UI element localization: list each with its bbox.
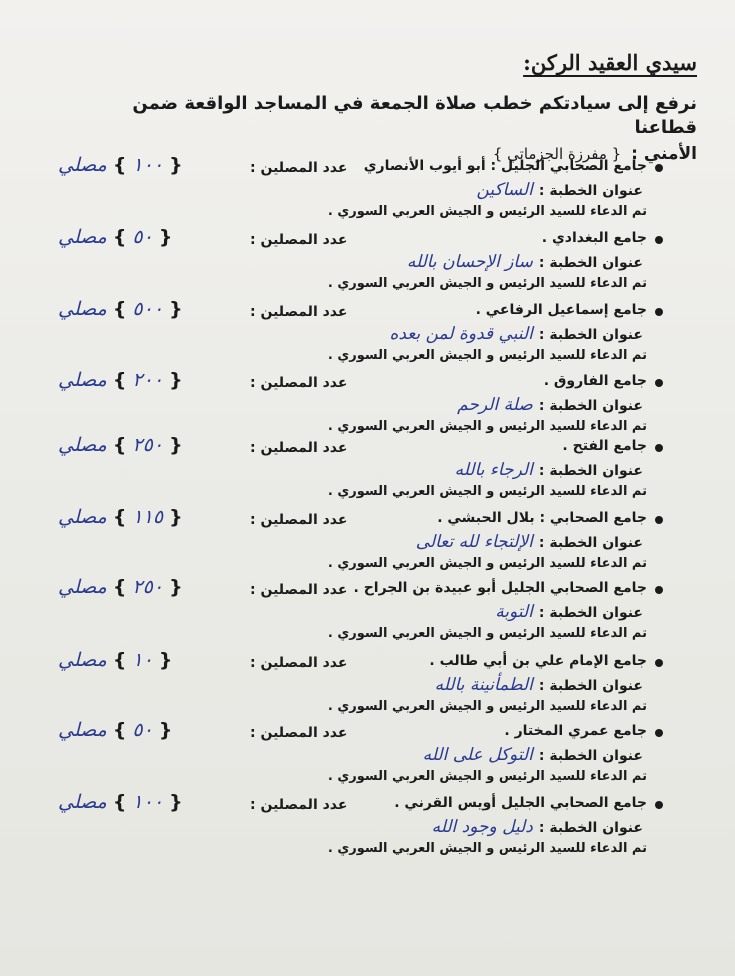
khutba-label: عنوان الخطبة :: [538, 820, 643, 836]
dua-statement: تم الدعاء للسيد الرئيس و الجيش العربي السوري .: [327, 204, 647, 219]
worshippers-count: { ٥٠٠ } مصلي: [58, 298, 183, 320]
bullet-icon: [655, 801, 663, 809]
khutba-label: عنوان الخطبة :: [538, 463, 643, 479]
worshippers-count-label: عدد المصلين :: [250, 582, 348, 598]
worshippers-count-label: عدد المصلين :: [250, 440, 348, 456]
khutba-row: [435, 675, 643, 695]
count-value: ١١٥: [132, 506, 164, 528]
letter-intro: [97, 92, 697, 166]
intro-line-1: نرفع إلى سيادتكم خطب صلاة الجمعة في المساجد الواقعة ضمن قطاعنا: [132, 93, 697, 139]
dua-statement: تم الدعاء للسيد الرئيس و الجيش العربي السوري .: [327, 484, 647, 499]
mosque-name: جامع الصحابي الجليل أبو عبيدة بن الجراح .: [353, 580, 647, 596]
mosque-name: جامع الإمام علي بن أبي طالب .: [429, 653, 647, 669]
khutba-row: [407, 252, 643, 272]
bullet-icon: [655, 379, 663, 387]
khutba-label: عنوان الخطبة :: [538, 398, 643, 414]
dua-statement: تم الدعاء للسيد الرئيس و الجيش العربي السوري .: [327, 769, 647, 784]
khutba-row: [432, 817, 643, 837]
bullet-icon: [655, 236, 663, 244]
count-unit: مصلي: [58, 298, 107, 320]
mosque-entry: [0, 791, 735, 875]
count-value: ٥٠: [132, 226, 153, 248]
bullet-icon: [655, 659, 663, 667]
dua-statement: تم الدعاء للسيد الرئيس و الجيش العربي السوري .: [327, 626, 647, 641]
khutba-label: عنوان الخطبة :: [538, 183, 643, 199]
worshippers-count-label: عدد المصلين :: [250, 304, 348, 320]
count-value: ٢٥٠: [132, 576, 164, 598]
worshippers-count-label: عدد المصلين :: [250, 725, 348, 741]
khutba-title: النبي قدوة لمن بعده: [389, 324, 533, 344]
khutba-row: [455, 460, 643, 480]
mosque-name: جامع الصحابي : بلال الحبشي .: [437, 510, 647, 526]
count-unit: مصلي: [58, 719, 107, 741]
worshippers-count: { ١٠٠ } مصلي: [58, 154, 183, 176]
khutba-label: عنوان الخطبة :: [538, 327, 643, 343]
intro-security-label: الأمني :: [631, 143, 697, 164]
khutba-label: عنوان الخطبة :: [538, 255, 643, 271]
mosque-name: جامع عمري المختار .: [504, 723, 647, 739]
khutba-row: [495, 602, 643, 622]
khutba-title: الإلتجاء لله تعالى: [415, 532, 533, 552]
intro-zone-name: { مفرزة الجزماتي }: [492, 144, 622, 163]
khutba-label: عنوان الخطبة :: [538, 748, 643, 764]
khutba-title: الطمأنينة بالله: [434, 675, 533, 695]
count-unit: مصلي: [58, 649, 107, 671]
dua-statement: تم الدعاء للسيد الرئيس و الجيش العربي السوري .: [327, 419, 647, 434]
worshippers-count-label: عدد المصلين :: [250, 512, 348, 528]
khutba-row: [416, 532, 643, 552]
khutba-label: عنوان الخطبة :: [538, 535, 643, 551]
khutba-label: عنوان الخطبة :: [538, 678, 643, 694]
dua-statement: تم الدعاء للسيد الرئيس و الجيش العربي السوري .: [327, 841, 647, 856]
khutba-title: دليل وجود الله: [431, 817, 533, 837]
worshippers-count: { ٢٥٠ } مصلي: [58, 576, 183, 598]
count-unit: مصلي: [58, 434, 107, 456]
count-unit: مصلي: [58, 506, 107, 528]
count-value: ١٠٠: [132, 154, 164, 176]
worshippers-count-label: عدد المصلين :: [250, 797, 348, 813]
worshippers-count-label: عدد المصلين :: [250, 232, 348, 248]
count-value: ٢٥٠: [132, 434, 164, 456]
worshippers-count: { ٥٠ } مصلي: [58, 719, 173, 741]
khutba-title: التوبة: [495, 602, 533, 622]
worshippers-count: { ١١٥ } مصلي: [58, 506, 183, 528]
count-value: ١٠٠: [132, 791, 164, 813]
count-unit: مصلي: [58, 369, 107, 391]
khutba-row: [423, 745, 643, 765]
mosque-name: جامع الصحابي الجليل أويس القرني .: [394, 795, 647, 811]
mosque-name: جامع الصحابي الجليل : أبو أيوب الأنصاري: [363, 158, 647, 174]
mosque-name: جامع البغدادي .: [541, 230, 647, 246]
mosque-name: جامع إسماعيل الرفاعي .: [475, 302, 647, 318]
bullet-icon: [655, 586, 663, 594]
mosque-name: جامع الفاروق .: [543, 373, 647, 389]
worshippers-count: { ٥٠ } مصلي: [58, 226, 173, 248]
mosque-name: جامع الفتح .: [562, 438, 647, 454]
worshippers-count: { ٢٥٠ } مصلي: [58, 434, 183, 456]
khutba-title: الساكين: [476, 180, 533, 200]
khutba-row: [457, 395, 643, 415]
worshippers-count: { ٢٠٠ } مصلي: [58, 369, 183, 391]
bullet-icon: [655, 308, 663, 316]
worshippers-count: { ١٠ } مصلي: [58, 649, 173, 671]
count-unit: مصلي: [58, 226, 107, 248]
count-unit: مصلي: [58, 154, 107, 176]
dua-statement: تم الدعاء للسيد الرئيس و الجيش العربي السوري .: [327, 699, 647, 714]
dua-statement: تم الدعاء للسيد الرئيس و الجيش العربي السوري .: [327, 348, 647, 363]
bullet-icon: [655, 164, 663, 172]
worshippers-count-label: عدد المصلين :: [250, 160, 348, 176]
bullet-icon: [655, 729, 663, 737]
worshippers-count-label: عدد المصلين :: [250, 375, 348, 391]
count-value: ٢٠٠: [132, 369, 164, 391]
bullet-icon: [655, 516, 663, 524]
dua-statement: تم الدعاء للسيد الرئيس و الجيش العربي السوري .: [327, 556, 647, 571]
khutba-title: التوكل على الله: [422, 745, 533, 765]
khutba-row: [389, 324, 643, 344]
khutba-title: ساز الإحسان بالله: [406, 252, 533, 272]
worshippers-count: { ١٠٠ } مصلي: [58, 791, 183, 813]
letter-salutation: سيدي العقيد الركن:: [523, 50, 697, 75]
khutba-row: [476, 180, 643, 200]
worshippers-count-label: عدد المصلين :: [250, 655, 348, 671]
khutba-title: الرجاء بالله: [454, 460, 533, 480]
count-value: ٥٠: [132, 719, 153, 741]
khutba-title: صلة الرحم: [457, 395, 533, 415]
khutba-label: عنوان الخطبة :: [538, 605, 643, 621]
count-unit: مصلي: [58, 576, 107, 598]
count-unit: مصلي: [58, 791, 107, 813]
dua-statement: تم الدعاء للسيد الرئيس و الجيش العربي السوري .: [327, 276, 647, 291]
bullet-icon: [655, 444, 663, 452]
count-value: ١٠: [132, 649, 153, 671]
count-value: ٥٠٠: [132, 298, 164, 320]
